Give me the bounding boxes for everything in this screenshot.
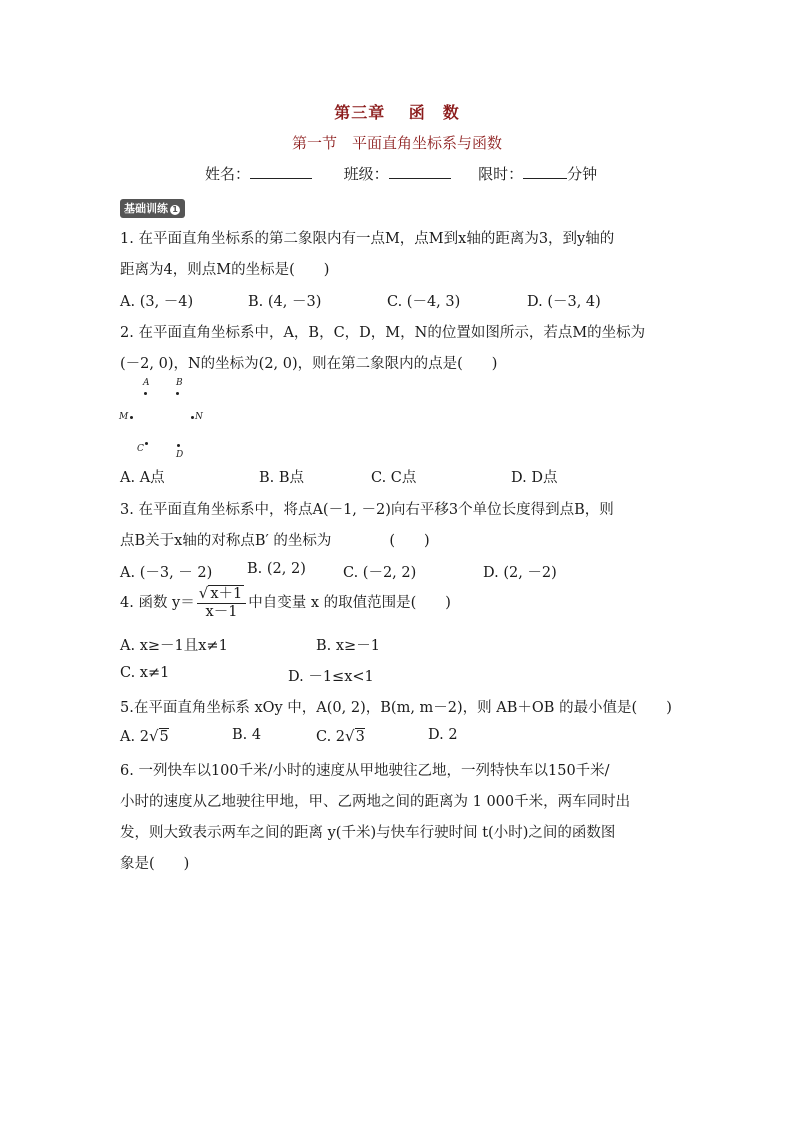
q4-option-d[interactable]: D. －1≤x<1 xyxy=(288,669,374,685)
q1-option-d[interactable]: D. (－3, 4) xyxy=(527,294,601,310)
q3-option-a[interactable]: A. (－3, － 2) xyxy=(120,565,213,581)
q1-option-c[interactable]: C. (－4, 3) xyxy=(387,294,461,310)
q4-prefix: 4. 函数 y＝ xyxy=(120,595,195,611)
q6-line4: 象是( ) xyxy=(120,856,190,872)
badge-label: 基础训练 xyxy=(124,202,168,215)
chapter-title: 第三章 函 数 xyxy=(334,103,460,122)
q2-line2: (－2, 0)，N的坐标为(2, 0)，则在第二象限内的点是( ) xyxy=(120,356,498,372)
q2-option-c[interactable]: C. C点 xyxy=(371,470,417,486)
section-title: 第一节 平面直角坐标系与函数 xyxy=(291,134,502,152)
time-label: 限时： xyxy=(478,165,524,183)
q5-option-b[interactable]: B. 4 xyxy=(232,727,262,743)
q1-option-a[interactable]: A. (3, －4) xyxy=(120,294,194,310)
q2-option-a[interactable]: A. A点 xyxy=(120,470,165,486)
student-info-row xyxy=(205,163,597,184)
q3-option-b[interactable]: B. (2, 2) xyxy=(247,561,306,577)
point-c: C xyxy=(137,442,148,454)
q4-option-c[interactable]: C. x≠1 xyxy=(120,665,170,681)
point-n: N xyxy=(191,412,203,422)
point-a: A xyxy=(143,378,150,398)
q1-line2: 距离为4，则点M的坐标是( ) xyxy=(120,262,330,278)
class-label: 班级： xyxy=(343,165,389,183)
q6-line2: 小时的速度从乙地驶往甲地，甲、乙两地之间的距离为 1 000千米，两车同时出 xyxy=(120,794,631,810)
q4-suffix: 中自变量 x 的取值范围是( ) xyxy=(248,595,451,611)
q2-option-d[interactable]: D. D点 xyxy=(511,470,558,486)
q6-line3: 发，则大致表示两车之间的距离 y(千米)与快车行驶时间 t(小时)之间的函数图 xyxy=(120,825,616,841)
time-blank[interactable] xyxy=(523,164,567,179)
q4-numerator: x＋1 xyxy=(210,586,243,602)
q1-option-b[interactable]: B. (4, －3) xyxy=(248,294,322,310)
q5-option-c[interactable]: C. 2√3 xyxy=(316,727,365,745)
q3-option-d[interactable]: D. (2, －2) xyxy=(483,565,557,581)
q2-option-b[interactable]: B. B点 xyxy=(259,470,305,486)
point-d: D xyxy=(176,440,183,460)
time-unit: 分钟 xyxy=(567,165,598,183)
q3-line2: 点B关于x轴的对称点B′ 的坐标为 ( ) xyxy=(120,533,430,549)
q1-line1: 1. 在平面直角坐标系的第二象限内有一点M，点M到x轴的距离为3，到y轴的 xyxy=(120,231,615,247)
q4-stem xyxy=(120,585,451,621)
q2-figure xyxy=(115,372,235,462)
q5-option-d[interactable]: D. 2 xyxy=(428,727,458,743)
q4-denominator: x－1 xyxy=(205,604,238,620)
q5-option-a[interactable]: A. 2√5 xyxy=(120,727,169,745)
q2-line1: 2. 在平面直角坐标系中，A，B，C，D，M，N的位置如图所示，若点M的坐标为 xyxy=(120,325,646,341)
basic-training-badge xyxy=(120,199,185,218)
point-b: B xyxy=(176,378,183,398)
q6-line1: 6. 一列快车以100千米/小时的速度从甲地驶往乙地，一列特快车以150千米/ xyxy=(120,763,610,779)
badge-number: 1 xyxy=(170,205,180,215)
q3-line1: 3. 在平面直角坐标系中，将点A(－1, －2)向右平移3个单位长度得到点B，则 xyxy=(120,502,614,518)
q5-line1: 5.在平面直角坐标系 xOy 中，A(0, 2)，B(m, m－2)，则 AB＋OB 的最小值是( ) xyxy=(120,700,672,716)
q3-option-c[interactable]: C. (－2, 2) xyxy=(343,565,417,581)
q4-fraction: $\frac{√ x+1}{x-1}$ xyxy=(197,585,246,621)
class-blank[interactable] xyxy=(389,164,451,179)
name-label: 姓名： xyxy=(205,165,251,183)
name-blank[interactable] xyxy=(250,164,312,179)
q4-option-a[interactable]: A. x≥－1且x≠1 xyxy=(120,638,228,654)
q4-option-b[interactable]: B. x≥－1 xyxy=(316,638,380,654)
point-m: M xyxy=(119,412,133,422)
